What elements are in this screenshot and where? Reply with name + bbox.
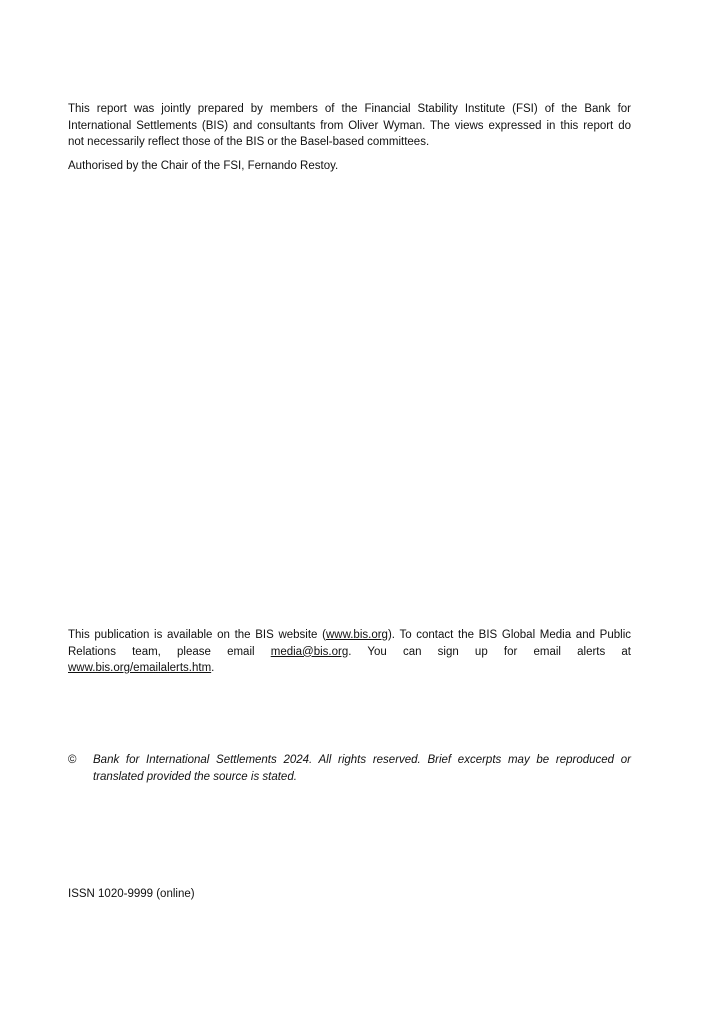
availability-text-4: . You can sign up for email alerts at [348,645,631,658]
availability-text-5: . [211,662,215,674]
intro-line-2: International Settlements (BIS) and consultants from Oliver Wyman. The views expressed in this report do [68,119,631,132]
intro-line-3: not necessarily reflect those of the BIS or the Basel-based committees. [68,136,430,148]
media-email-link[interactable]: media@bis.org [270,645,349,658]
availability-line-1 [68,627,631,644]
availability-line-2 [68,644,631,661]
availability-line-3 [68,660,631,677]
bis-website-link[interactable]: www.bis.org [325,629,388,641]
copyright-notice [68,752,631,785]
availability-text-2: ). To contact the BIS Global Media and Public [387,629,631,641]
issn-number: ISSN 1020-9999 (online) [68,888,195,900]
intro-line-1: This report was jointly prepared by members of the Financial Stability Institute (FSI) of the Bank for [68,103,631,115]
availability-paragraph [68,627,631,677]
intro-paragraph [68,101,631,151]
availability-text-3: Relations team, please email [68,645,271,658]
authorisation-statement: Authorised by the Chair of the FSI, Fernando Restoy. [68,160,339,172]
availability-text-1: This publication is available on the BIS website ( [68,629,326,641]
copyright-text: Bank for International Settlements 2024. All rights reserved. Brief excerpts may be reproduced or translated provided the source is stated. [93,754,631,783]
copyright-symbol: © [68,754,77,766]
email-alerts-link[interactable]: www.bis.org/emailalerts.htm [68,662,212,674]
